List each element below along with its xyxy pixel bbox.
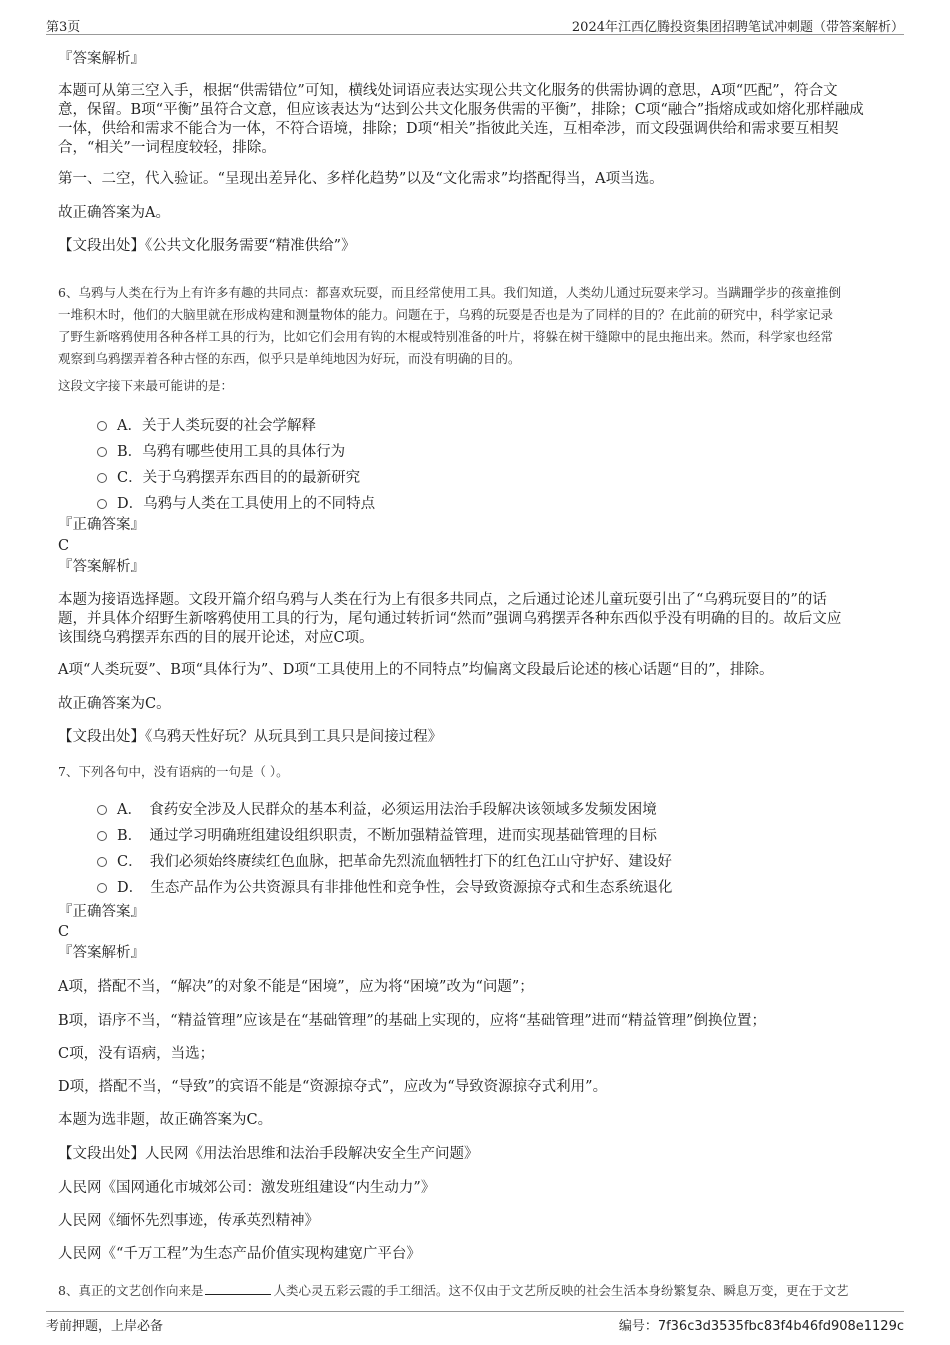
- q7-analysis-tag: 『答案解析』: [58, 945, 145, 961]
- fill-in-blank: [205, 1282, 271, 1295]
- page-footer: [46, 1311, 904, 1332]
- text-line: 题，并具体介绍野生新喀鸦使用工具的行为，尾句通过转折词“然而”强调乌鸦摆弄各种东西似乎没有明确的目的。故后文应: [58, 611, 842, 627]
- radio-icon[interactable]: [97, 499, 107, 509]
- q7-analysis-c: C项，没有语病，当选；: [58, 1046, 215, 1062]
- option-label: B．乌鸦有哪些使用工具的具体行为: [117, 444, 346, 460]
- q6-option-b[interactable]: [97, 440, 345, 461]
- page-number: 第3页: [46, 20, 81, 35]
- q7-answer: C: [58, 924, 70, 940]
- q6-answer: C: [58, 538, 70, 554]
- option-label: A．关于人类玩耍的社会学解释: [117, 418, 316, 434]
- text-line: 本题为接语选择题。文段开篇介绍乌鸦与人类在行为上有很多共同点，之后通过论述儿童玩耍引出了“乌鸦玩耍目的”的话: [58, 592, 827, 608]
- text-line: 6、乌鸦与人类在行为上有许多有趣的共同点：都喜欢玩耍，而且经常使用工具。我们知道，人类幼儿通过玩耍来学习。当蹒跚学步的孩童推倒: [58, 285, 841, 300]
- q5-source: 【文段出处】《公共文化服务需要“精准供给”》: [58, 238, 356, 254]
- q7-analysis-d: D项，搭配不当，“导致”的宾语不能是“资源掠夺式”，应改为“导致资源掠夺式利用”。: [58, 1079, 608, 1095]
- radio-icon[interactable]: [97, 473, 107, 483]
- text-line: 一体，供给和需求不能合为一体，不符合语境，排除；D项“相关”指彼此关连，互相牵涉，而文段强调供给和需求要互相契: [58, 121, 839, 137]
- option-label: C．关于乌鸦摆弄东西目的的最新研究: [117, 470, 361, 486]
- radio-icon[interactable]: [97, 857, 107, 867]
- text-line: 意，保留。B项“平衡”虽符合文意，但应该表达为“达到公共文化服务供需的平衡”，排除；C项“融合”指熔成或如熔化那样融成: [58, 102, 864, 118]
- q6-option-d[interactable]: [97, 492, 375, 513]
- q5-analysis-verify: 第一、二空，代入验证。“呈现出差异化、多样化趋势”以及“文化需求”均搭配得当，A项当选。: [58, 171, 664, 187]
- radio-icon[interactable]: [97, 831, 107, 841]
- q8-stem: [58, 1280, 892, 1302]
- q7-option-a[interactable]: [97, 798, 657, 819]
- q5-answer-line: 故正确答案为A。: [58, 205, 170, 221]
- text-line: 该围绕乌鸦摆弄东西的目的展开论述，对应C项。: [58, 630, 374, 646]
- q7-conclusion: 本题为选非题，故正确答案为C。: [58, 1112, 273, 1128]
- q5-analysis-paragraph: [58, 82, 892, 158]
- text-line: 观察到乌鸦摆弄着各种古怪的东西，似乎只是单纯地因为好玩，而没有明确的目的。: [58, 351, 521, 366]
- q6-option-c[interactable]: [97, 466, 360, 487]
- q7-analysis-b: B项，语序不当，“精益管理”应该是在“基础管理”的基础上实现的，应将“基础管理”进而“精益管理”倒换位置；: [58, 1013, 766, 1029]
- option-label: D． 生态产品作为公共资源具有非排他性和竞争性，会导致资源掠夺式和生态系统退化: [117, 880, 673, 896]
- q7-source-2: 人民网《国网通化市城郊公司：激发班组建设“内生动力”》: [58, 1180, 436, 1196]
- radio-icon[interactable]: [97, 447, 107, 457]
- q7-option-c[interactable]: [97, 850, 672, 871]
- q7-stem: 7、下列各句中，没有语病的一句是（ ）。: [58, 764, 289, 779]
- q8-stem-start: 8、真正的文艺创作向来是: [58, 1283, 204, 1298]
- radio-icon[interactable]: [97, 805, 107, 815]
- q6-correct-tag: 『正确答案』: [58, 517, 145, 533]
- text-line: 一堆积木时，他们的大脑里就在形成构建和测量物体的能力。问题在于，乌鸦的玩耍是否也是为了同样的目的？在此前的研究中，科学家记录: [58, 307, 834, 322]
- q7-source-1: 【文段出处】人民网《用法治思维和法治手段解决安全生产问题》: [58, 1146, 479, 1162]
- text-line: 合，“相关”一词程度较轻，排除。: [58, 140, 276, 156]
- q6-analysis-paragraph: [58, 591, 892, 648]
- option-label: B． 通过学习明确班组建设组织职责，不断加强精益管理，进而实现基础管理的目标: [117, 828, 657, 844]
- q6-source: 【文段出处】《乌鸦天性好玩？从玩具到工具只是间接过程》: [58, 729, 443, 745]
- q7-option-d[interactable]: [97, 876, 672, 897]
- document-title: 2024年江西亿腾投资集团招聘笔试冲刺题（带答案解析）: [571, 20, 904, 35]
- q6-question: 这段文字接下来最可能讲的是：: [58, 378, 234, 393]
- q7-correct-tag: 『正确答案』: [58, 904, 145, 920]
- footer-slogan: 考前押题，上岸必备: [46, 1319, 164, 1334]
- text-line: 本题可从第三空入手，根据“供需错位”可知，横线处词语应表达实现公共文化服务的供需协调的意思，A项“匹配”，符合文: [58, 83, 838, 99]
- q6-option-a[interactable]: [97, 414, 316, 435]
- option-label: C． 我们必须始终赓续红色血脉，把革命先烈流血牺牲打下的红色江山守护好、建设好: [117, 854, 672, 870]
- q6-analysis-tag: 『答案解析』: [58, 559, 145, 575]
- q6-answer-line: 故正确答案为C。: [58, 696, 171, 712]
- q5-analysis-tag: 『答案解析』: [58, 51, 145, 67]
- document-code: 编号：7f36c3d3535fbc83f4b46fd908e1129c: [618, 1319, 904, 1334]
- q8-stem-continue: 人类心灵五彩云霞的手工细活。这不仅由于文艺所反映的社会生活本身纷繁复杂、瞬息万变，更在于文艺: [273, 1283, 849, 1298]
- q7-source-3: 人民网《缅怀先烈事迹，传承英烈精神》: [58, 1213, 319, 1229]
- option-label: A． 食药安全涉及人民群众的基本利益，必须运用法治手段解决该领域多发频发困境: [117, 802, 657, 818]
- q6-analysis-exclude: A项“人类玩耍”、B项“具体行为”、D项“工具使用上的不同特点”均偏离文段最后论述的核心话题“目的”，排除。: [58, 662, 774, 678]
- q7-source-4: 人民网《“千万工程”为生态产品价值实现构建宽广平台》: [58, 1246, 421, 1262]
- radio-icon[interactable]: [97, 883, 107, 893]
- page-header: [46, 14, 904, 35]
- q7-analysis-a: A项，搭配不当，“解决”的对象不能是“困境”，应为将“困境”改为“问题”；: [58, 979, 534, 995]
- q6-stem: [58, 282, 892, 370]
- radio-icon[interactable]: [97, 421, 107, 431]
- option-label: D．乌鸦与人类在工具使用上的不同特点: [117, 496, 376, 512]
- text-line: 了野生新喀鸦使用各种各样工具的行为，比如它们会用有钩的木棍或特别准备的叶片，将躲在树干缝隙中的昆虫拖出来。然而，科学家也经常: [58, 329, 834, 344]
- q7-option-b[interactable]: [97, 824, 657, 845]
